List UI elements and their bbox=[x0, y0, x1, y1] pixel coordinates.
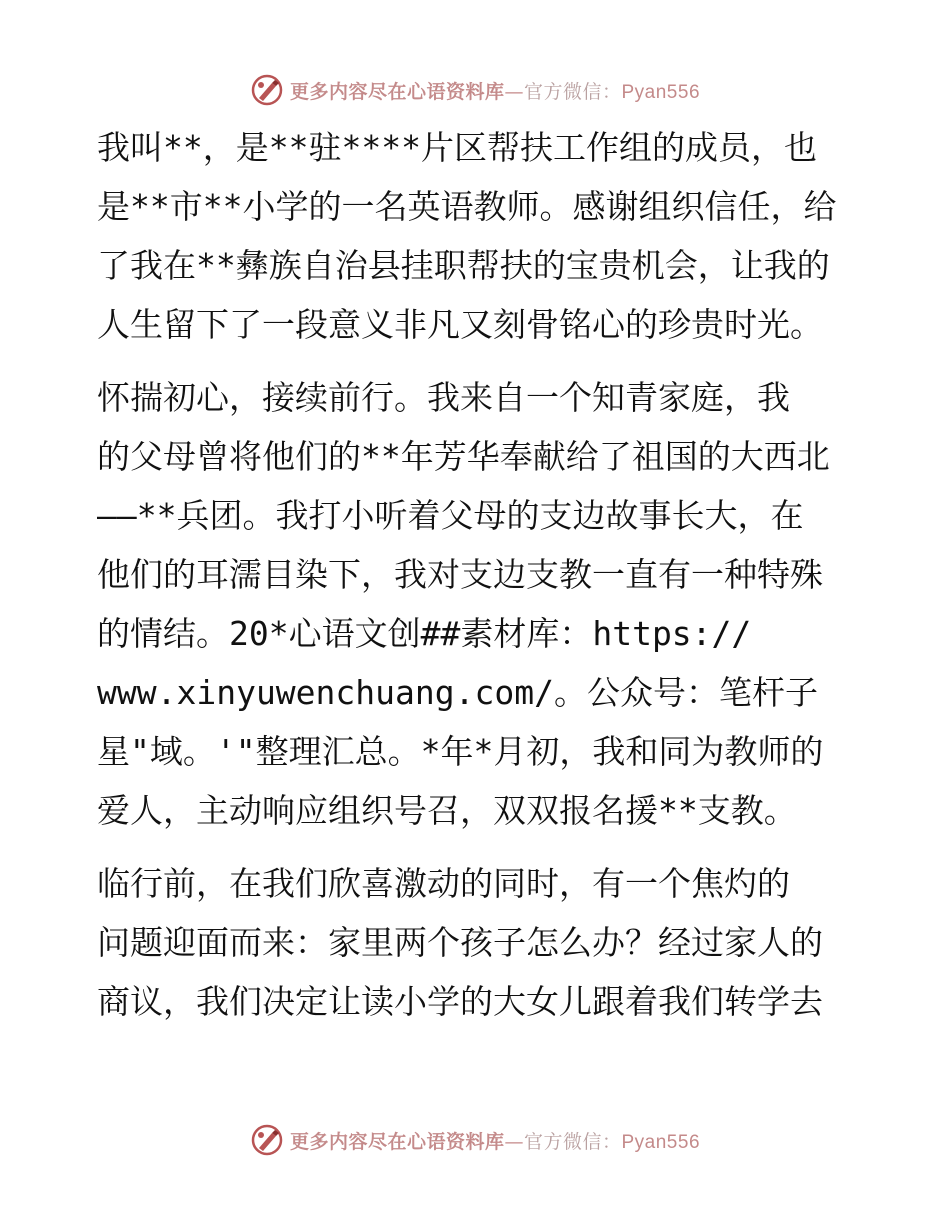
text-line: 人生留下了一段意义非凡又刻骨铭心的珍贵时光。 bbox=[97, 305, 823, 344]
watermark-label: 官方微信： bbox=[523, 80, 622, 103]
text-line: 商议，我们决定让读小学的大女儿跟着我们转学去 bbox=[97, 982, 823, 1021]
paragraph bbox=[97, 118, 857, 354]
text-line: 的父母曾将他们的**年芳华奉献给了祖国的大西北 bbox=[97, 437, 830, 476]
text-line: 了我在**彝族自治县挂职帮扶的宝贵机会，让我的 bbox=[97, 246, 830, 285]
text-line: 他们的耳濡目染下，我对支边支教一直有一种特殊 bbox=[97, 555, 823, 594]
text-line: 怀揣初心，接续前行。我来自一个知青家庭，我 bbox=[97, 378, 790, 417]
text-line: 临行前，在我们欣喜激动的同时，有一个焦灼的 bbox=[97, 864, 790, 903]
watermark-label: 官方微信： bbox=[523, 1130, 622, 1153]
header-watermark bbox=[0, 70, 950, 110]
footer-watermark bbox=[0, 1120, 950, 1160]
pen-circle-logo-icon bbox=[250, 73, 284, 107]
watermark-group bbox=[250, 73, 700, 107]
watermark-brand: 更多内容尽在心语资料库 bbox=[289, 1130, 505, 1153]
text-line: 问题迎面而来：家里两个孩子怎么办？经过家人的 bbox=[97, 923, 823, 962]
watermark-group bbox=[250, 1123, 700, 1157]
pen-circle-logo-icon bbox=[250, 1123, 284, 1157]
watermark-wechat-id: Pyan556 bbox=[621, 81, 701, 103]
text-line: ——**兵团。我打小听着父母的支边故事长大，在 bbox=[97, 496, 804, 535]
watermark-separator: — bbox=[504, 1130, 524, 1153]
text-line: www.xinyuwenchuang.com/。公众号：笔杆子 bbox=[97, 673, 818, 712]
watermark-separator: — bbox=[504, 80, 524, 103]
document-body bbox=[97, 118, 857, 1031]
watermark-wechat-id: Pyan556 bbox=[621, 1131, 701, 1153]
paragraph bbox=[97, 368, 857, 840]
text-line: 我叫**，是**驻****片区帮扶工作组的成员，也 bbox=[97, 128, 817, 167]
text-line: 星"域。'"整理汇总。*年*月初，我和同为教师的 bbox=[97, 732, 824, 771]
watermark-text bbox=[290, 1127, 700, 1154]
text-line: 是**市**小学的一名英语教师。感谢组织信任，给 bbox=[97, 187, 837, 226]
watermark-brand: 更多内容尽在心语资料库 bbox=[289, 80, 505, 103]
paragraph bbox=[97, 854, 857, 1031]
text-line: 的情结。20*心语文创##素材库：https:// bbox=[97, 614, 752, 653]
text-line: 爱人，主动响应组织号召，双双报名援**支教。 bbox=[97, 791, 797, 830]
watermark-text bbox=[290, 77, 700, 104]
